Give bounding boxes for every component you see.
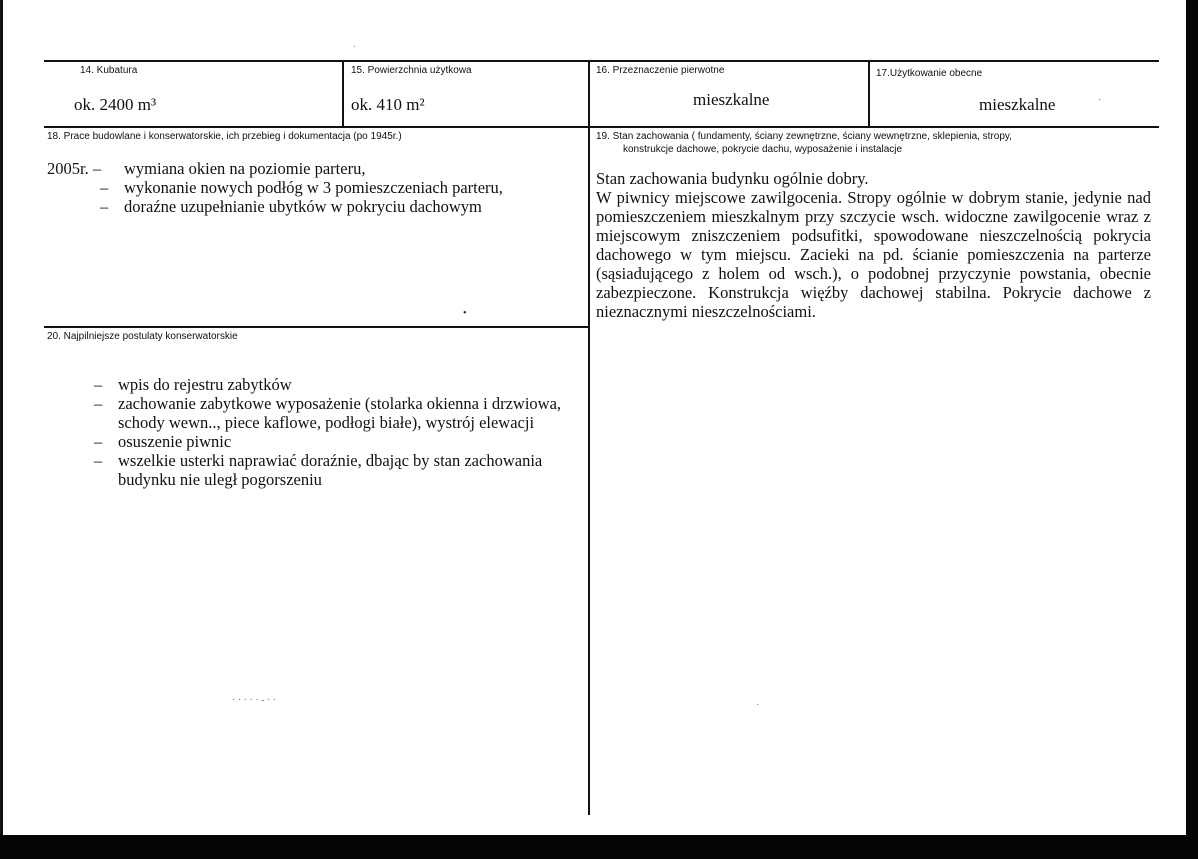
col-divider-main [588,60,590,815]
scan-speck: · [756,700,760,711]
list-item: – doraźne uzupełnianie ubytków w pokryciu dachowym [100,197,482,216]
dash-bullet: – [100,178,109,197]
section-19-text: W piwnicy miejscowe zawilgocenia. Stropy ogólnie w dobrym stanie, jedynie nad pomieszczeniem mieszkalnym przy szczycie wsch. widoczne zawilgocenie wraz z miejscowym zniszczeniem podsufitki, spowodowane nieszczelnością pokrycia dachowego w tym miejscu. Zacieki na pd. ścianie pomieszczenia na parterze (sąsiadującego z holem od wsch.), o podobnej przyczynie powstania, obecnie zabezpieczone. Konstrukcja więźby dachowej stabilna. Pokrycie dachowe z nieznacznymi nieszczelnościami. [596,188,1151,321]
scan-speck: · [1098,95,1102,106]
dash-bullet: – [94,432,103,451]
table-top-border [44,60,1159,62]
list-item: – wszelkie usterki naprawiać doraźnie, dbając by stan zachowania budynku nie uległ pogorszeniu [94,451,543,489]
section-19-body [596,169,1151,321]
section-20-list [94,375,561,489]
field-16-value: mieszkalne [693,90,770,109]
field-15-label: 15. Powierzchnia użytkowa [351,65,472,76]
section-19-label-line2: konstrukcje dachowe, pokrycie dachu, wyposażenie i instalacje [623,144,903,155]
dash-bullet: – [94,375,103,394]
field-14-value: ok. 2400 m³ [74,95,157,114]
section-18-label: 18. Prace budowlane i konserwatorskie, ich przebieg i dokumentacja (po 1945r.) [47,131,402,142]
section-18-year: 2005r. – [47,159,102,178]
list-item: – wykonanie nowych podłóg w 3 pomieszczeniach parteru, [100,178,503,197]
dash-bullet: – [94,451,103,470]
field-14-label: 14. Kubatura [80,65,138,76]
dash-bullet: – [100,197,109,216]
scan-edge-right [1186,0,1198,859]
row-divider-section20 [44,326,589,328]
dash-bullet: – [94,394,103,413]
field-15-value: ok. 410 m² [351,95,425,114]
field-17-label: 17.Użytkowanie obecne [876,68,983,79]
list-item: – osuszenie piwnic [94,432,232,451]
col-divider-14-15 [342,60,344,127]
scan-speck: · · · · · - · · [232,695,277,706]
scan-speck: • [463,308,467,319]
list-item: – wpis do rejestru zabytków [94,375,292,394]
scan-edge-bottom [0,835,1198,859]
section-19-label-line1: 19. Stan zachowania ( fundamenty, ściany zewnętrzne, ściany wewnętrzne, sklepienia, stropy, [596,131,1012,142]
scan-edge-left [0,0,3,859]
scan-speck: · [353,42,357,53]
section-19-intro: Stan zachowania budynku ogólnie dobry. [596,169,869,188]
list-item: wymiana okien na poziomie parteru, [124,159,366,178]
row-divider-header [44,126,1159,128]
field-16-label: 16. Przeznaczenie pierwotne [596,65,725,76]
section-18-list [100,159,503,216]
list-item: – zachowanie zabytkowe wyposażenie (stolarka okienna i drzwiowa, schody wewn.., piece kaflowe, podłogi białe), wystrój elewacji [94,394,562,432]
field-17-value: mieszkalne [979,95,1056,114]
section-20-label: 20. Najpilniejsze postulaty konserwatorskie [47,331,238,342]
col-divider-16-17 [868,60,870,127]
